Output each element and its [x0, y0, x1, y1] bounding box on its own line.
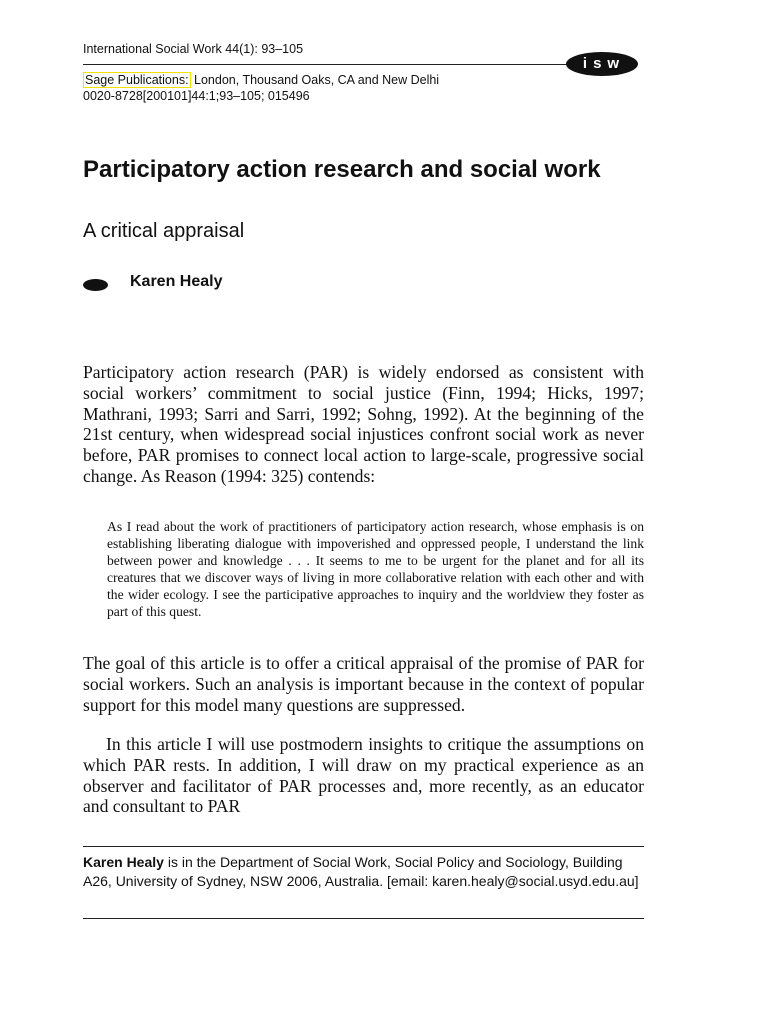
footnote-rule-bottom — [83, 918, 644, 919]
footnote-author-name: Karen Healy — [83, 854, 164, 870]
bullet-icon — [83, 279, 108, 291]
publisher-places: London, Thousand Oaks, CA and New Delhi — [190, 73, 440, 87]
footnote-text: is in the Department of Social Work, Social Policy and Sociology, Building A26, University of Sydney, NSW 2006, Australia. [email: karen.healy@social.usyd.edu.au] — [83, 854, 639, 889]
publisher-line — [83, 73, 439, 87]
body-paragraph-2: The goal of this article is to offer a critical appraisal of the promise of PAR for social workers. Such an analysis is important because in the context of popular support for this model many questions are suppressed. — [83, 653, 644, 715]
body-paragraph-3: In this article I will use postmodern insights to critique the assumptions on which PAR rests. In addition, I will draw on my practical experience as an observer and facilitator of PAR processes and, more recently, as an educator and consultant to PAR — [83, 734, 644, 817]
article-subtitle: A critical appraisal — [83, 220, 245, 242]
publisher-label: Sage Publications: — [85, 73, 189, 87]
block-quote: As I read about the work of practitioners of participatory action research, whose emphasis is on establishing liberating dialogue with impoverished and oppressed people, I understand the link between power and knowledge . . . It seems to me to be urgent for the planet and for all its creatures that we discover ways of living in more collaborative relation with each other and with the wider ecology. I see the participative approaches to inquiry and the worldview they foster as part of this quest. — [107, 519, 644, 619]
footnote-rule-top — [83, 846, 644, 847]
issn-line: 0020-8728[200101]44:1;93–105; 015496 — [83, 89, 310, 103]
author-footnote — [83, 853, 644, 891]
body-paragraph-1: Participatory action research (PAR) is widely endorsed as consistent with social workers’ commitment to social justice (Finn, 1994; Hicks, 1997; Mathrani, 1993; Sarri and Sarri, 1992; Sohng, 1992). At the beginning of the 21st century, when widespread social injustices confront social work as never before, PAR promises to connect local action to large-scale, progressive social change. As Reason (1994: 325) contends: — [83, 362, 644, 486]
author-name: Karen Healy — [130, 273, 223, 290]
article-title: Participatory action research and social work — [83, 156, 601, 183]
journal-logo-badge: isw — [566, 52, 638, 76]
header-rule — [83, 64, 573, 65]
journal-citation: International Social Work 44(1): 93–105 — [83, 42, 304, 56]
